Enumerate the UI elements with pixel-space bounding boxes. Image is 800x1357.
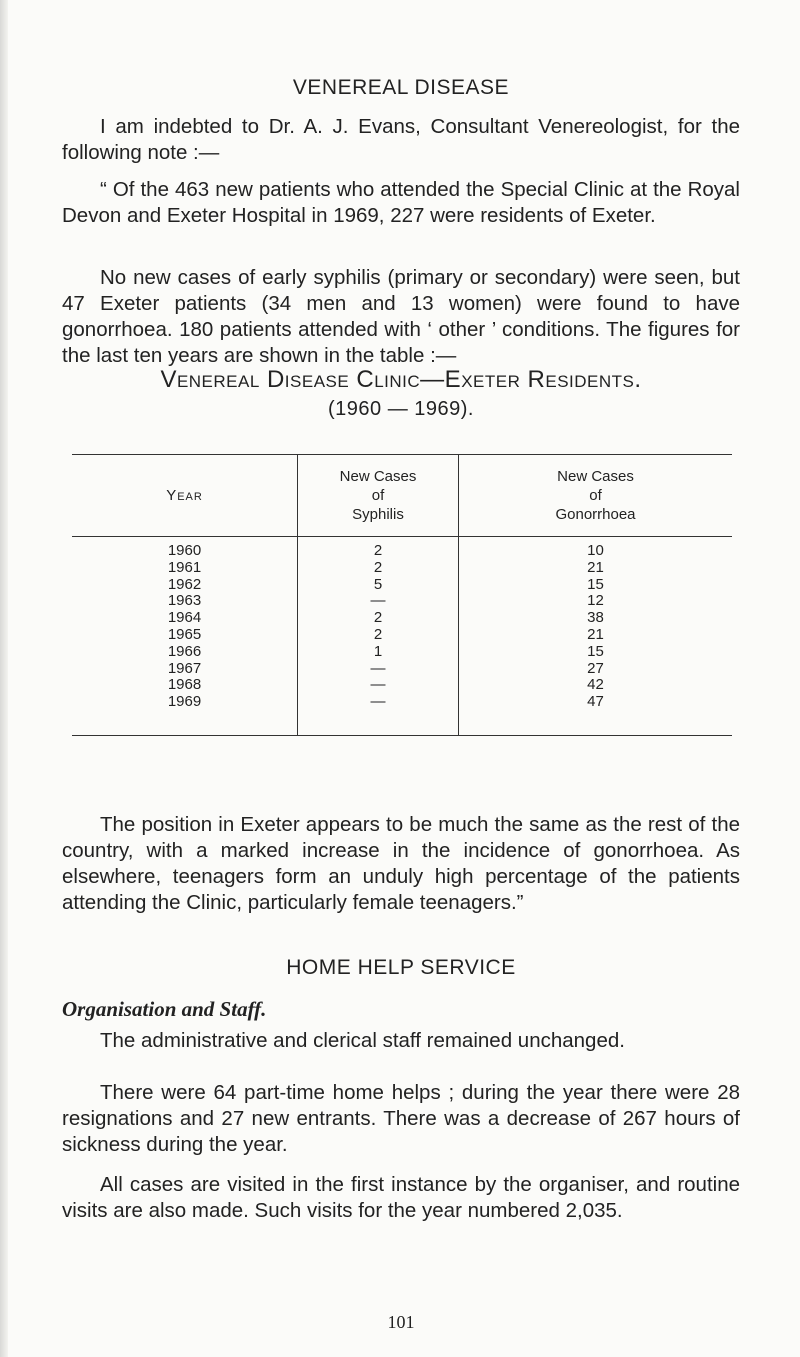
table-row: 1965 2 21	[167, 625, 604, 643]
subheading-organisation: Organisation and Staff.	[62, 997, 267, 1021]
syphilis-paragraph: No new cases of early syphilis (primary or secondary) were seen, but 47 Exeter patients (34 men and 13 women) were found to have gonorrhoea. 180 patients attended with ‘ other ’ conditions. The figures for the last ten years are shown in the table :—	[62, 266, 740, 367]
page-number: 101	[387, 1312, 415, 1332]
table-row: 1969 — 47	[167, 693, 604, 711]
header-year: Year	[72, 455, 298, 537]
table-row: 1964 2 38	[167, 609, 604, 627]
page-edge-shadow	[0, 0, 8, 1357]
table-row: 1967 — 27	[167, 659, 604, 677]
staff-paragraph: The administrative and clerical staff remained unchanged.	[100, 1029, 625, 1052]
table-row: 1968 — 42	[167, 676, 604, 694]
header-syphilis: New Cases of Syphilis	[298, 455, 459, 537]
closing-paragraph: The position in Exeter appears to be much the same as the rest of the country, with a marked increase in the incidence of gonorrhoea. As elsewhere, teenagers form an unduly high percentage of the patients attending the Clinic, particularly female teenagers.”	[62, 813, 740, 914]
table-row: 1963 — 12	[167, 592, 604, 610]
table-row: 1961 2 21	[167, 558, 604, 576]
intro-paragraph: I am indebted to Dr. A. J. Evans, Consultant Venereologist, for the following note :—	[62, 115, 740, 164]
clinic-paragraph: “ Of the 463 new patients who attended the Special Clinic at the Royal Devon and Exeter Hospital in 1969, 227 were residents of Exeter.	[62, 178, 740, 227]
table-row: 1966 1 15	[167, 642, 604, 660]
clinic-cases-table	[72, 454, 732, 736]
table-title: Venereal Disease Clinic—Exeter Residents.	[160, 366, 642, 393]
section-title-home-help: HOME HELP SERVICE	[286, 956, 516, 979]
visits-paragraph: All cases are visited in the first instance by the organiser, and routine visits are also made. Such visits for the year numbered 2,035.	[62, 1173, 740, 1222]
home-helps-paragraph: There were 64 part-time home helps ; during the year there were 28 resignations and 27 new entrants. There was a decrease of 267 hours of sickness during the year.	[62, 1081, 740, 1156]
table-subtitle: (1960 — 1969).	[328, 398, 474, 420]
table-row: 1962 5 15	[167, 575, 604, 593]
table-row: 1960 2 10	[72, 537, 732, 560]
section-title-venereal-disease: VENEREAL DISEASE	[292, 76, 510, 99]
header-gonorrhoea: New Cases of Gonorrhoea	[459, 455, 733, 537]
table-header-row	[72, 455, 732, 537]
table-bottom-rule	[72, 711, 732, 736]
